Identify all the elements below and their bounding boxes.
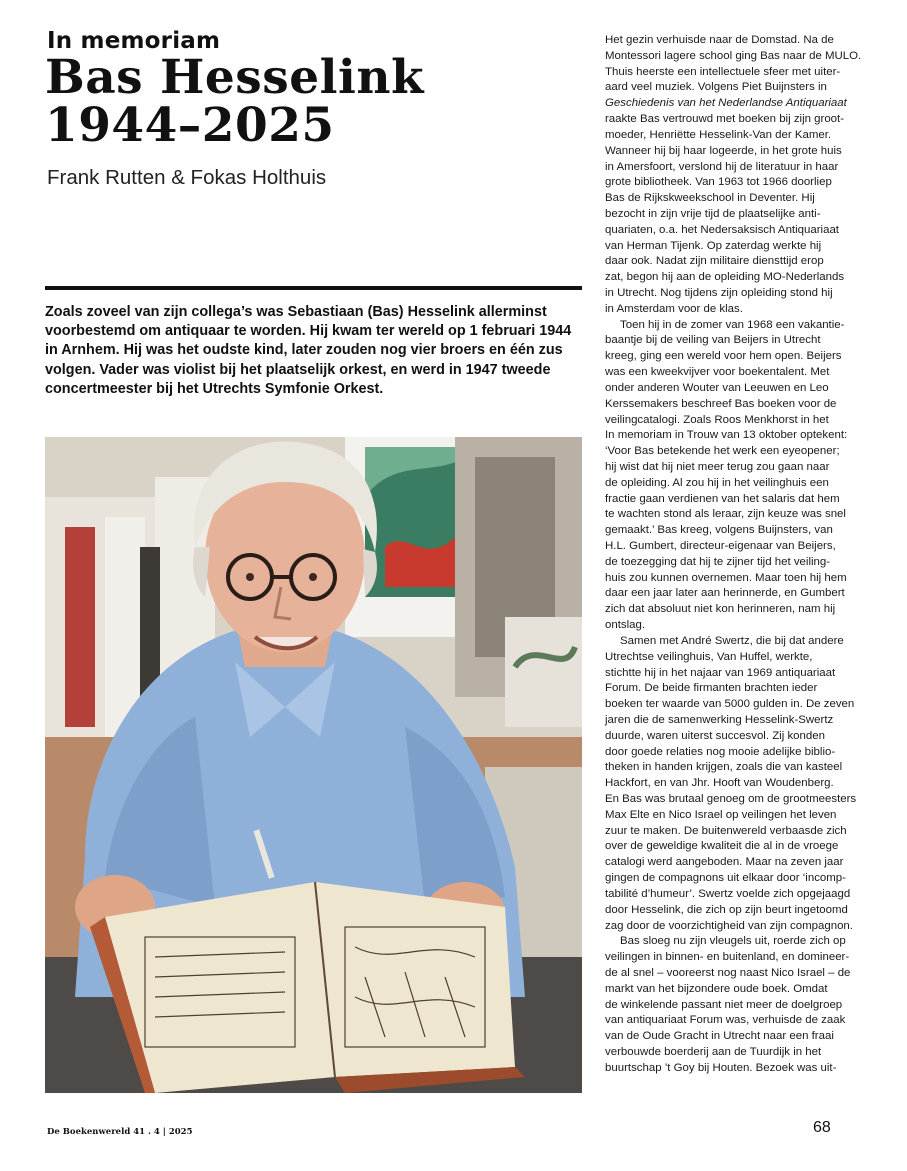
column-line: Geschiedenis van het Nederlandse Antiquariaat [605,97,847,110]
column-line: van antiquariaat Forum was, verhuisde de zaak [605,1014,846,1027]
photo-illustration [45,437,582,1093]
column-line: Het gezin verhuisde naar de Domstad. Na de [605,34,834,46]
column-line: Forum. De beide firmanten brachten ieder [605,682,818,695]
column-line: van Herman Tijenk. Op zaterdag werkte hij [605,239,822,252]
page-number: 68 [813,1119,831,1136]
column-line: te wachten stond als leraar, zijn keuze was snel [605,508,846,521]
column-line: huis zou kunnen overnemen. Maar toen hij hem [605,571,847,584]
kicker: In memoriam [47,28,221,54]
column-line: Hackfort, en van Jhr. Hooft van Woudenberg. [605,777,834,790]
column-line: stichtte hij in het najaar van 1969 antiquariaat [605,666,836,679]
column-line: jaren die de samenwerking Hesselink-Swertz [605,713,834,726]
column-line: Bas de Rijkskweekschool in Deventer. Hij [605,192,815,205]
column-line: veilingcatalogi. Zoals Roos Menkhorst in het [605,413,829,426]
column-line: bezocht in zijn vrije tijd de plaatselijke anti- [605,207,821,220]
column-line: de opleiding. Al zou hij in het veilinghuis een [605,476,829,489]
column-line: zag door de voorzichtigheid van zijn compagnon. [605,919,853,932]
title-years: 1944–2025 [45,98,335,153]
column-line: ‘Voor Bas betekende het werk een eyeopener; [605,445,840,458]
column-line: Wanneer hij bij haar logeerde, in het grote huis [605,144,842,157]
column-line: veilingen in binnen- en buitenland, en domineer- [605,951,850,964]
column-line: Kerssemakers beschreef Bas boeken voor de [605,397,837,410]
column-line: daar een jaar later aan herinnerde, en Gumbert [605,587,845,600]
column-line: kreeg, ging een wereld voor hem open. Beijers [605,350,842,363]
column-line: de winkelende passant niet meer de doelgroep [605,998,843,1011]
page-title [45,50,585,153]
column-line: over de geweldige kwaliteit die al in de vroege [605,840,839,853]
column-line: verbouwde boerderij aan de Tuurdijk in het [605,1046,822,1058]
column-line: zuur te maken. De buitenwereld verbaasde zich [605,824,847,837]
column-line: buurtschap ’t Goy bij Houten. Bezoek was uit- [605,1061,837,1074]
body-column [605,33,865,1077]
column-line: aard veel muziek. Volgens Piet Buijnsters in [605,81,827,94]
column-line: in Amersfoort, verslond hij de literatuur in haar [605,160,839,173]
column-line: in Utrecht. Nog tijdens zijn opleiding stond hij [605,287,833,299]
column-line: Toen hij in de zomer van 1968 een vakantie- [620,318,845,331]
column-line: door goede relaties nog mooie adelijke biblio- [605,745,836,758]
column-line: zich dat absoluut niet kon herinneren, nam hij [605,603,836,616]
column-line: daar ook. Nadat zijn militaire diensttijd erop [605,255,824,268]
column-line: markt van het bijzondere oude boek. Omdat [605,982,828,995]
column-line: catalogi werd aangeboden. Maar na zeven jaar [605,856,844,869]
column-line: baantje bij de veiling van Beijers in Utrecht [605,334,821,347]
column-line: Bas sloeg nu zijn vleugels uit, roerde zich op [620,935,846,948]
column-line: Montessori lagere school ging Bas naar de MULO. [605,49,862,62]
column-line: Samen met André Swertz, die bij dat andere [620,634,844,647]
column-line: Max Elte en Nico Israel op veilingen het leven [605,808,837,821]
portrait-photo [45,437,582,1093]
column-line: van de Oude Gracht in Utrecht naar een fraai [605,1030,834,1043]
column-line: hij wist dat hij niet meer terug zou gaan naar [605,460,830,473]
column-line: door Hesselink, die zich op zijn beurt ingetoomd [605,903,848,916]
column-line: onder anderen Wouter van Leeuwen en Leo [605,381,829,394]
column-line: raakte Bas vertrouwd met boeken bij zijn groot- [605,113,845,126]
column-line: theken in handen krijgen, zoals die van kasteel [605,761,843,774]
divider-rule [45,286,582,290]
column-line: ontslag. [605,619,646,632]
column-line: H.L. Gumbert, directeur-eigenaar van Beijers, [605,540,836,552]
column-line: In memoriam in Trouw van 13 oktober optekent: [605,429,848,442]
column-line: quariaten, o.a. het Nedersaksisch Antiquariaat [605,223,839,236]
column-line: de toezegging dat hij te zijner tijd het veiling- [605,555,831,568]
column-line: grote bibliotheek. Van 1963 tot 1966 doorliep [605,176,832,189]
column-line: zat, begon hij aan de opleiding MO-Nederlands [605,271,845,284]
lede-paragraph: Zoals zoveel van zijn collega’s was Sebastiaan (Bas) Hesselink allerminst voorbestemd om antiquaar te worden. Hij kwam ter wereld op 1 februari 1944 in Arnhem. Hij was het oudste kind, later zouden nog vier broers en één zus volgen. Vader was violist bij het plaatselijk orkest, en werd in 1947 tweede concertmeester bij het Utrechts Symfonie Orkest. [45,304,572,397]
column-line: gemaakt.’ Bas kreeg, volgens Buijnsters, van [605,524,833,537]
column-line: moeder, Henriëtte Hesselink-Van der Kamer. [605,128,832,141]
column-line: Utrechtse veilinghuis, Van Huffel, werkte, [605,650,813,663]
column-line: fractie gaan verdienen van het salaris dat hem [605,492,840,505]
title-name: Bas Hesselink [45,50,425,105]
column-line: tabilité d’humeur’. Swertz voelde zich opgejaagd [605,887,851,900]
journal-footer: De Boekenwereld 41 . 4 | 2025 [47,1127,193,1137]
column-line: En Bas was brutaal genoeg om de grootmeesters [605,793,857,805]
column-line: Thuis heerste een intellectuele sfeer met uiter- [605,65,841,78]
column-line: de al snel – vooreerst nog naast Nico Israel – de [605,966,851,979]
column-line: was een kweekvijver voor boekentalent. Met [605,366,830,379]
column-line: in Amsterdam voor de klas. [605,302,743,315]
column-line: duurde, waren uiterst succesvol. Zij konden [605,729,825,742]
column-line: boeken ter waarde van 5000 gulden in. De zeven [605,698,855,711]
column-line: gingen de compagnons uit elkaar door ‘incomp- [605,872,846,885]
authors: Frank Rutten & Fokas Holthuis [47,166,327,189]
